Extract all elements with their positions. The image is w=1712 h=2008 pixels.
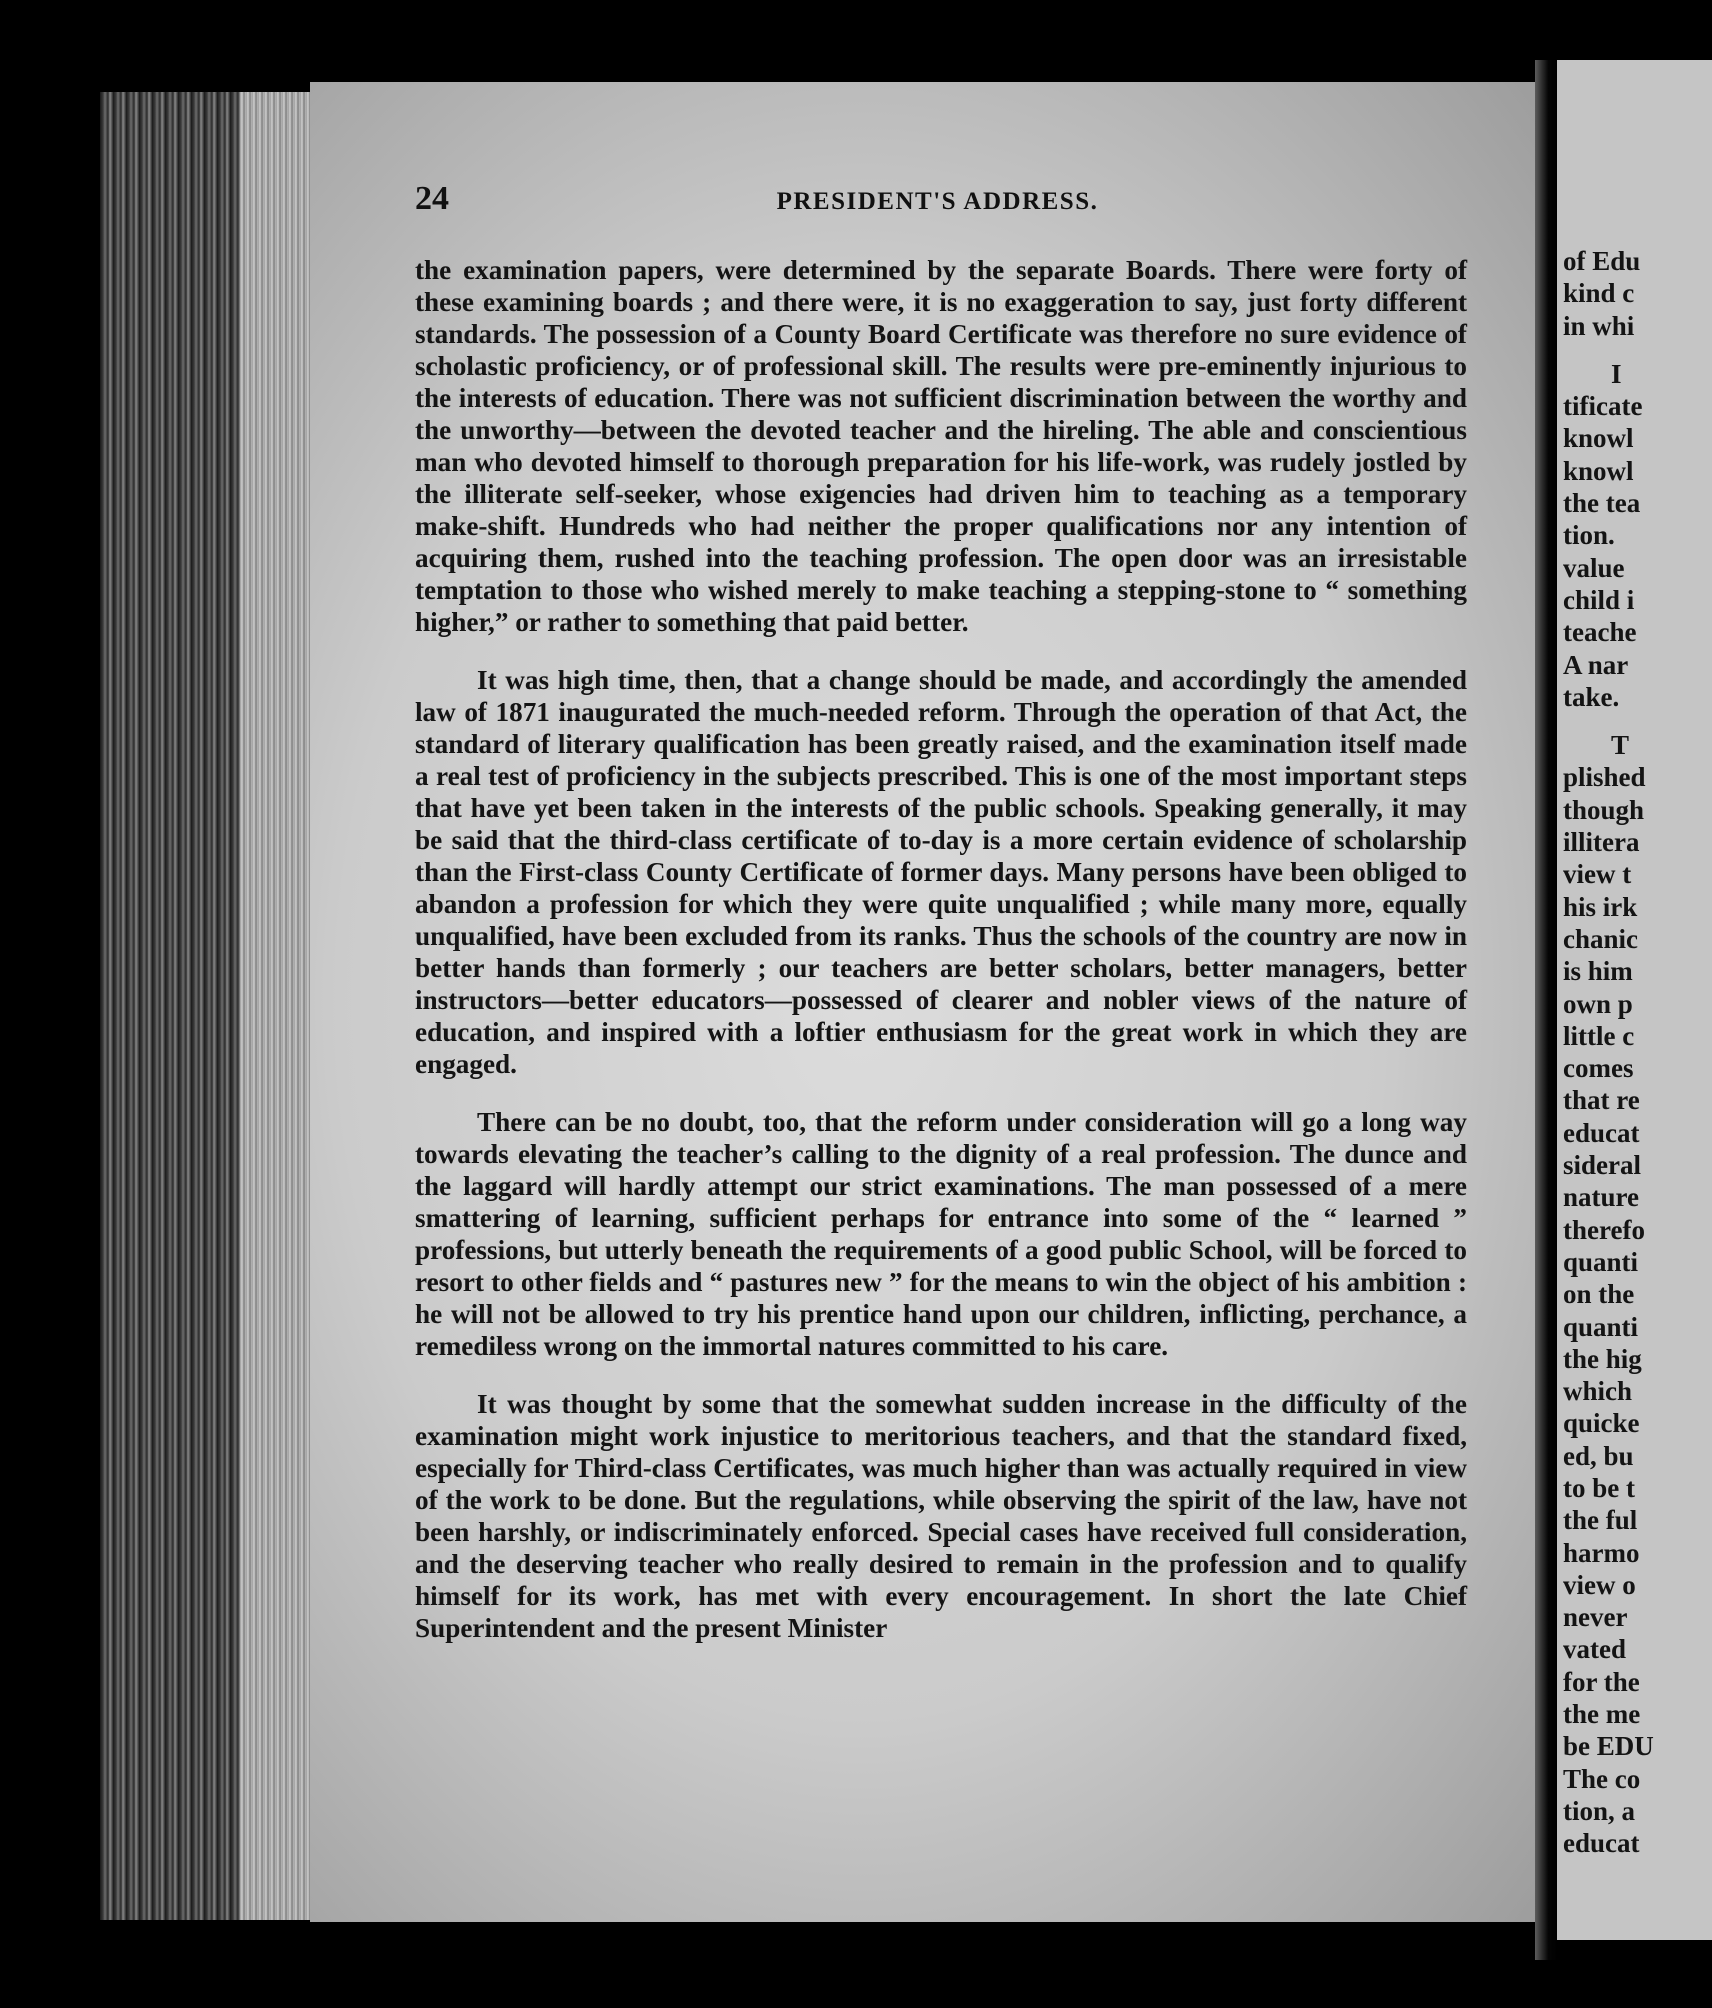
right-fragment: harmo — [1563, 1537, 1640, 1568]
right-fragment: comes — [1563, 1053, 1634, 1084]
right-fragment: the tea — [1563, 488, 1641, 519]
right-fragment: educat — [1563, 1117, 1640, 1148]
right-fragment: quanti — [1563, 1246, 1639, 1277]
right-fragment: though — [1563, 794, 1645, 825]
right-fragment: A nar — [1563, 649, 1629, 680]
right-fragment: to be t — [1563, 1472, 1635, 1503]
right-fragment: the hig — [1563, 1343, 1642, 1374]
right-fragment: knowl — [1563, 423, 1634, 454]
right-fragment: that re — [1563, 1085, 1640, 1116]
right-fragment: which — [1563, 1376, 1633, 1407]
right-fragment: in whi — [1563, 310, 1635, 341]
right-fragment: vated — [1563, 1634, 1626, 1665]
right-fragment: never — [1563, 1602, 1628, 1633]
right-fragment: the ful — [1563, 1505, 1638, 1536]
right-fragment: tion, a — [1563, 1795, 1636, 1826]
right-fragment: take. — [1563, 681, 1620, 712]
right-fragment: view o — [1563, 1569, 1636, 1600]
right-fragment: the me — [1563, 1699, 1641, 1730]
right-fragment: chanic — [1563, 923, 1639, 954]
right-fragment: own p — [1563, 988, 1633, 1019]
body-text — [415, 254, 1467, 1670]
right-fragment: knowl — [1563, 455, 1634, 486]
right-fragment: educat — [1563, 1828, 1640, 1859]
right-fragment: sideral — [1563, 1150, 1641, 1181]
right-page — [1557, 60, 1712, 1940]
book-gutter — [1535, 60, 1557, 1960]
paragraph: There can be no doubt, too, that the reform under consideration will go a long way towards elevating the teacher’s calling to the dignity of a real profession. The dunce and the laggard will hardly attempt our strict examinations. The man possessed of a mere smattering of learning, sufficient perhaps for entrance into some of the “ learned ” professions, but utterly beneath the requirements of a good public School, will be forced to resort to other fields and “ pastures new ” for the means to win the object of his ambition : he will not be allowed to try his prentice hand upon our children, inflicting, perchance, a remediless wrong on the immortal natures committed to his care. — [415, 1107, 1467, 1361]
right-fragment: quanti — [1563, 1311, 1639, 1342]
page-header — [415, 180, 1460, 220]
page-edges — [100, 92, 310, 1920]
right-fragment: illitera — [1563, 827, 1640, 858]
right-fragment: of Edu — [1563, 246, 1641, 276]
right-fragment: value — [1563, 552, 1625, 583]
right-fragment: ed, bu — [1563, 1440, 1634, 1471]
right-fragment: T — [1611, 730, 1630, 761]
right-fragment: little c — [1563, 1020, 1635, 1051]
right-fragment: view t — [1563, 859, 1632, 890]
right-fragment: I — [1611, 358, 1622, 389]
right-fragment: on the — [1563, 1279, 1635, 1310]
right-fragment: plished — [1563, 762, 1646, 793]
running-head: PRESIDENT'S ADDRESS. — [776, 188, 1099, 215]
right-fragment: teache — [1563, 617, 1637, 648]
right-fragment: is him — [1563, 956, 1633, 987]
right-page-text — [1563, 245, 1712, 1860]
page-number: 24 — [415, 180, 449, 217]
right-fragment: kind c — [1563, 278, 1635, 309]
paragraph: the examination papers, were determined by the separate Boards. There were forty of these examining boards ; and there were, it is no exaggeration to say, just forty different standards. The possession of a County Board Certificate was therefore no sure evidence of scholastic proficiency, or of professional skill. The results were pre-eminently injurious to the interests of education. There was not sufficient discrimination between the worthy and the unworthy—between the devoted teacher and the hireling. The able and conscientious man who devoted himself to thorough preparation for his life-work, was rudely jostled by the illiterate self-seeker, whose exigencies had driven him to teaching as a temporary make-shift. Hundreds who had neither the proper qualifications nor any intention of acquiring them, rushed into the teaching profession. The open door was an irresistable temptation to those who wished merely to make teaching a stepping-stone to “ something higher,” or rather to something that paid better. — [415, 255, 1467, 637]
right-fragment: The co — [1563, 1763, 1641, 1794]
right-fragment: tion. — [1563, 520, 1615, 551]
right-fragment: therefo — [1563, 1214, 1645, 1245]
paragraph: It was thought by some that the somewhat sudden increase in the difficulty of the examination might work injustice to meritorious teachers, and that the standard fixed, especially for Third-class Certificates, was much higher than was actually required in view of the work to be done. But the regulations, while observing the spirit of the law, have not been harshly, or indiscriminately enforced. Special cases have received full consideration, and the deserving teacher who really desired to remain in the profession and to qualify himself for its work, has met with every encouragement. In short the late Chief Superintendent and the present Minister — [415, 1389, 1467, 1643]
right-fragment: quicke — [1563, 1408, 1640, 1439]
paragraph: It was high time, then, that a change should be made, and accordingly the amended law of 1871 inaugurated the much-needed reform. Through the operation of that Act, the standard of literary qualification has been greatly raised, and the examination itself made a real test of proficiency in the subjects prescribed. This is one of the most important steps that have yet been taken in the interests of the public schools. Speaking generally, it may be said that the third-class certificate of to-day is a more certain evidence of scholarship than the First-class County Certificate of former days. Many persons have been obliged to abandon a profession for which they were quite unqualified ; while many more, equally unqualified, have been excluded from its ranks. Thus the schools of the country are now in better hands than formerly ; our teachers are better scholars, better managers, better instructors—better educators—possessed of clearer and nobler views of the nature of education, and inspired with a loftier enthusiasm for the great work in which they are engaged. — [415, 665, 1467, 1079]
right-fragment: tificate — [1563, 391, 1643, 422]
right-fragment: his irk — [1563, 891, 1638, 922]
right-fragment: for the — [1563, 1666, 1640, 1697]
right-fragment: be EDU — [1563, 1731, 1654, 1762]
right-fragment: nature — [1563, 1182, 1640, 1213]
right-fragment: child i — [1563, 584, 1635, 615]
